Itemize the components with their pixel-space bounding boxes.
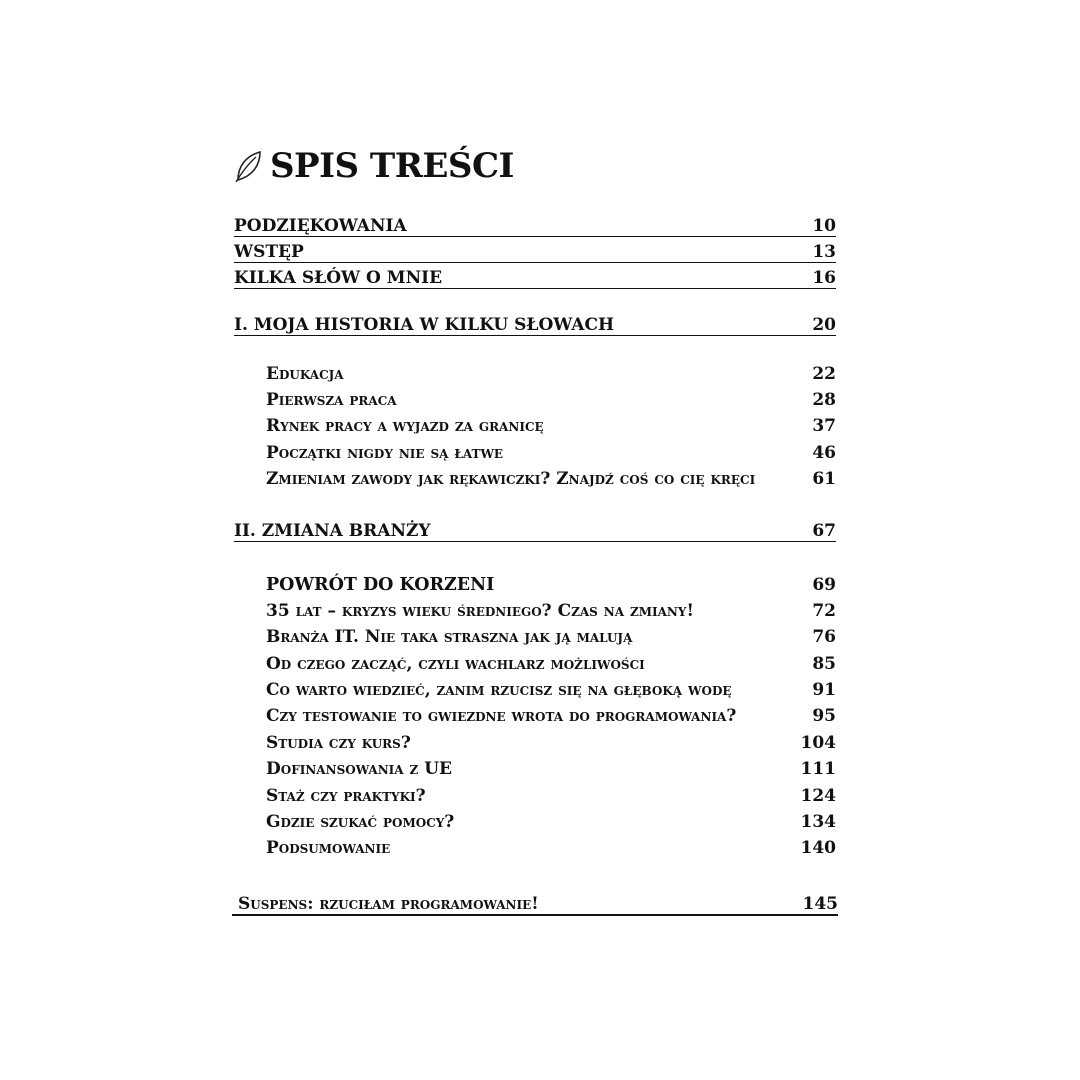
toc-subentry[interactable] bbox=[266, 678, 836, 700]
page-title: SPIS TREŚCI bbox=[270, 146, 514, 186]
toc-subentry[interactable] bbox=[266, 573, 836, 595]
toc-entry-kilka-slow[interactable] bbox=[234, 266, 836, 289]
toc-part-1[interactable] bbox=[234, 313, 836, 336]
toc-subentry-page: 72 bbox=[812, 601, 836, 621]
toc-entry-label: KILKA SŁÓW O MNIE bbox=[234, 268, 443, 288]
toc-subentry-page: 134 bbox=[800, 812, 836, 832]
toc-subentry-label: Zmieniam zawody jak rękawiczki? Znajdź coś co cię kręci bbox=[266, 469, 756, 489]
title-row bbox=[232, 140, 514, 192]
toc-subentry-label: Gdzie szukać pomocy? bbox=[266, 812, 455, 832]
toc-entry-page: 10 bbox=[812, 216, 836, 236]
toc-subentry[interactable] bbox=[266, 784, 836, 806]
toc-entry-label: WSTĘP bbox=[234, 242, 304, 262]
toc-subentry[interactable] bbox=[266, 652, 836, 674]
toc-subentry-page: 76 bbox=[812, 627, 836, 647]
toc-part-page: 20 bbox=[812, 315, 836, 335]
toc-subentry-page: 28 bbox=[812, 390, 836, 410]
toc-subentry-label: Od czego zacząć, czyli wachlarz możliwości bbox=[266, 654, 645, 674]
toc-final-label: Suspens: rzuciłam programowanie! bbox=[238, 894, 539, 914]
toc-subentry-label: Rynek pracy a wyjazd za granicę bbox=[266, 416, 544, 436]
toc-subentry-label: Branża IT. Nie taka straszna jak ją malują bbox=[266, 627, 633, 647]
toc-subentry[interactable] bbox=[266, 757, 836, 779]
toc-entry-page: 16 bbox=[812, 268, 836, 288]
toc-subentry-page: 111 bbox=[800, 759, 836, 779]
toc-subentry[interactable] bbox=[266, 599, 836, 621]
toc-final-entry[interactable] bbox=[232, 888, 838, 916]
toc-subentry[interactable] bbox=[266, 704, 836, 726]
toc-subentry-page: 22 bbox=[812, 364, 836, 384]
toc-subentry-page: 61 bbox=[812, 469, 836, 489]
toc-subentry-label: Staż czy praktyki? bbox=[266, 786, 426, 806]
toc-part-label: I. MOJA HISTORIA W KILKU SŁOWACH bbox=[234, 315, 615, 335]
toc-subentry[interactable] bbox=[266, 362, 836, 384]
toc-subentry[interactable] bbox=[266, 388, 836, 410]
toc-subentry-label: POWRÓT DO KORZENI bbox=[266, 575, 495, 595]
toc-subentry-label: Czy testowanie to gwiezdne wrota do programowania? bbox=[266, 706, 737, 726]
toc-subentry[interactable] bbox=[266, 625, 836, 647]
toc-subentry-page: 95 bbox=[812, 706, 836, 726]
toc-subentry-label: Co warto wiedzieć, zanim rzucisz się na głęboką wodę bbox=[266, 680, 732, 700]
toc-subentry[interactable] bbox=[266, 467, 836, 489]
toc-part-label: II. ZMIANA BRANŻY bbox=[234, 521, 431, 541]
toc-entry-wstep[interactable] bbox=[234, 240, 836, 263]
toc-subentry-page: 85 bbox=[812, 654, 836, 674]
toc-subentry-page: 37 bbox=[812, 416, 836, 436]
toc-subentry[interactable] bbox=[266, 810, 836, 832]
toc-final-page: 145 bbox=[802, 894, 838, 914]
toc-subentry-label: Edukacja bbox=[266, 364, 344, 384]
leaf-icon bbox=[232, 148, 264, 184]
toc-subentry-label: 35 lat – kryzys wieku średniego? Czas na zmiany! bbox=[266, 601, 694, 621]
toc-subentry-label: Studia czy kurs? bbox=[266, 733, 411, 753]
toc-subentry-label: Dofinansowania z UE bbox=[266, 759, 452, 779]
toc-entry-label: PODZIĘKOWANIA bbox=[234, 216, 407, 236]
toc-subentry-page: 69 bbox=[812, 575, 836, 595]
toc-subentry-label: Podsumowanie bbox=[266, 838, 391, 858]
toc-subentry-page: 124 bbox=[800, 786, 836, 806]
toc-subentry[interactable] bbox=[266, 414, 836, 436]
toc-subentry[interactable] bbox=[266, 836, 836, 858]
toc-subentry-page: 91 bbox=[812, 680, 836, 700]
toc-subentry-label: Pierwsza praca bbox=[266, 390, 397, 410]
toc-subentry[interactable] bbox=[266, 441, 836, 463]
toc-subentry-page: 104 bbox=[800, 733, 836, 753]
toc-part-page: 67 bbox=[812, 521, 836, 541]
toc-entry-podziekowania[interactable] bbox=[234, 214, 836, 237]
toc-subentry-page: 46 bbox=[812, 443, 836, 463]
toc-subentry-label: Początki nigdy nie są łatwe bbox=[266, 443, 504, 463]
toc-part-2[interactable] bbox=[234, 519, 836, 542]
toc-subentry[interactable] bbox=[266, 731, 836, 753]
toc-entry-page: 13 bbox=[812, 242, 836, 262]
toc-subentry-page: 140 bbox=[800, 838, 836, 858]
